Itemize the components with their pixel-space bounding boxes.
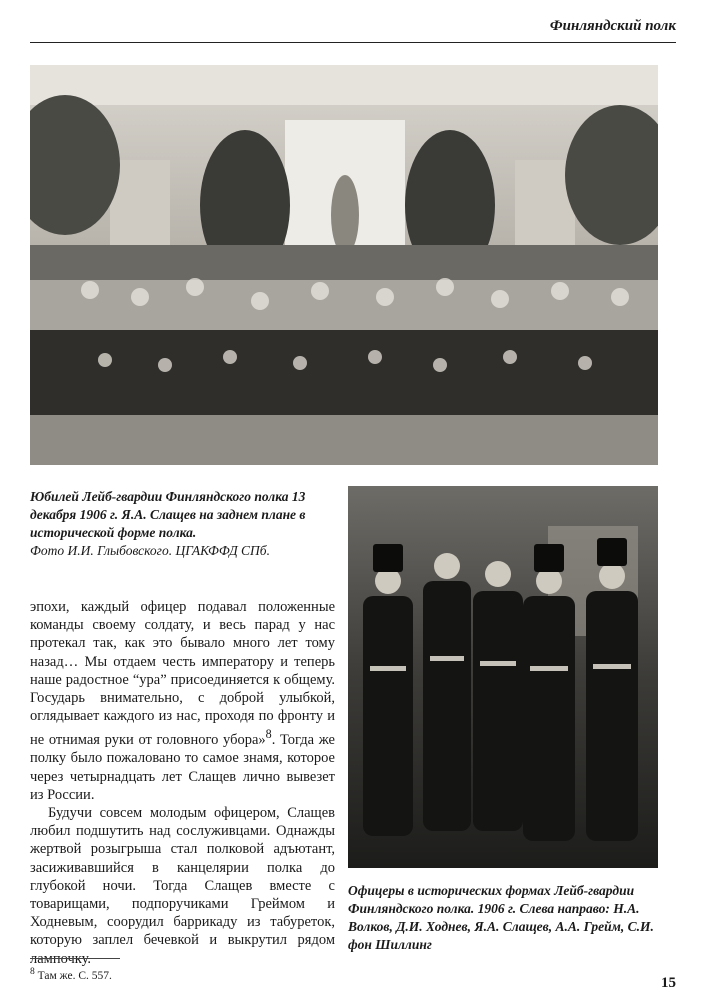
paragraph: Будучи совсем молодым офицером, Слащев любил подшутить над сослуживцами. Однажды жертвой розыгрыша стал полковой адъютант, засиживавшийся в канцелярии полка до глубокой ночи. Тогда Слащев вместе с товарищами, подпоручиками Греймом и Ходневым, соорудил баррикаду из табуреток, которую заплел бечевкой и выкрутил рядом лампочку. — [30, 805, 335, 967]
officers-photo-caption: Офицеры в исторических формах Лейб-гвардии Финляндского полка. 1906 г. Слева направо: Н.А. Волков, Д.И. Ходнев, Я.А. Слащев, А.А. Грейм, С.И. фон Шиллинг — [348, 883, 654, 952]
header-rule — [30, 42, 676, 43]
jubilee-group-photo — [30, 65, 658, 465]
running-title: Финляндский полк — [549, 18, 676, 34]
footnote — [30, 966, 112, 982]
paragraph — [30, 598, 335, 804]
footnote-text: Там же. С. 557. — [37, 969, 112, 982]
jubilee-photo-caption — [30, 488, 330, 560]
page-number: 15 — [661, 975, 676, 991]
footnote-ref: 8 — [265, 727, 272, 742]
caption-credit: Фото И.И. Глыбовского. ЦГАКФФД СПб. — [30, 543, 270, 558]
officers-historical-uniform-photo — [348, 486, 658, 868]
footnote-rule — [30, 958, 120, 959]
footnote-number: 8 — [30, 966, 35, 977]
caption-main: Юбилей Лейб-гвардии Финляндского полка 13 декабря 1906 г. Я.А. Слащев на заднем плане в исторической форме полка. — [30, 489, 306, 540]
running-header — [0, 14, 706, 44]
body-text — [30, 598, 335, 968]
paragraph-text: эпохи, каждый офицер подавал положенные команды своему солдату, и весь парад у нас протекал так, как это бывало много лет тому назад… Мы отдаем честь императору и теперь наше радостное “ура” присоединяется к общему. Государь внимательно, с доброй улыбкой, оглядывает каждого из нас, проходя по фронту и не отнимая руки от головного убора» — [30, 599, 335, 749]
paragraph-text: . Тогда же полку было пожаловано то самое знамя, которое через четырнадцать лет Слащев лично вывезет из России. — [30, 732, 335, 803]
